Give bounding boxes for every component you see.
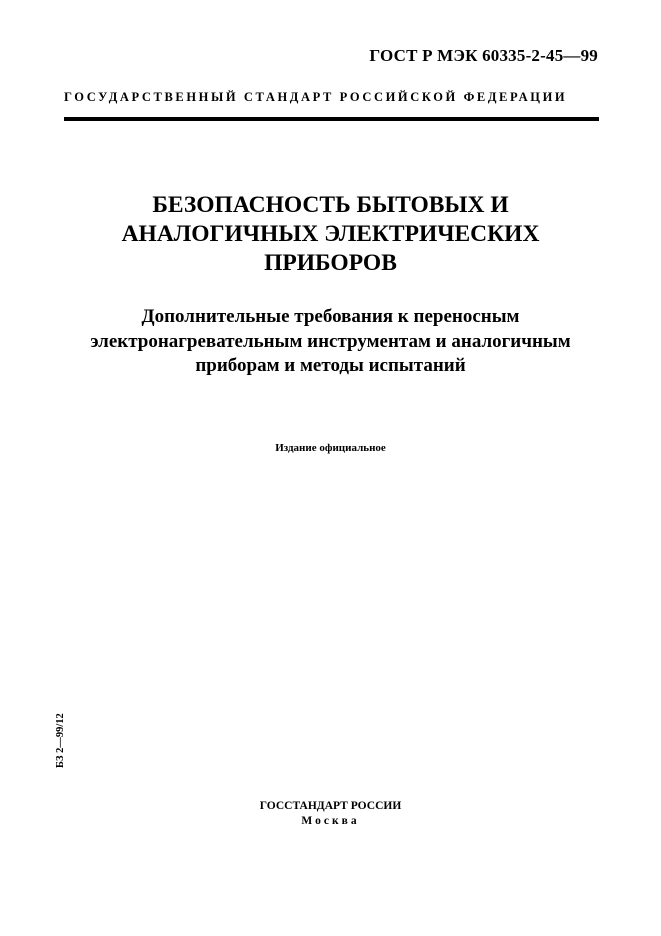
side-code: БЗ 2—99/12 (55, 713, 66, 768)
document-number: ГОСТ Р МЭК 60335-2-45—99 (369, 46, 598, 65)
header-divider (64, 117, 599, 121)
subtitle-line: Дополнительные требования к переносным (141, 306, 520, 327)
main-title-line: АНАЛОГИЧНЫХ ЭЛЕКТРИЧЕСКИХ (121, 221, 540, 247)
subtitle-line: приборам и методы испытаний (195, 355, 466, 376)
subtitle (50, 305, 611, 379)
main-title (60, 191, 601, 278)
state-standard-heading: ГОСУДАРСТВЕННЫЙ СТАНДАРТ РОССИЙСКОЙ ФЕДЕРАЦИИ (64, 90, 568, 104)
publisher-city: Москва (301, 815, 360, 827)
edition-note: Издание официальное (275, 442, 386, 454)
publisher-name: ГОССТАНДАРТ РОССИИ (259, 800, 402, 812)
main-title-line: БЕЗОПАСНОСТЬ БЫТОВЫХ И (152, 192, 509, 218)
subtitle-line: электронагревательным инструментам и аналогичным (90, 330, 571, 352)
publisher-block (200, 799, 461, 829)
main-title-line: ПРИБОРОВ (264, 250, 397, 276)
